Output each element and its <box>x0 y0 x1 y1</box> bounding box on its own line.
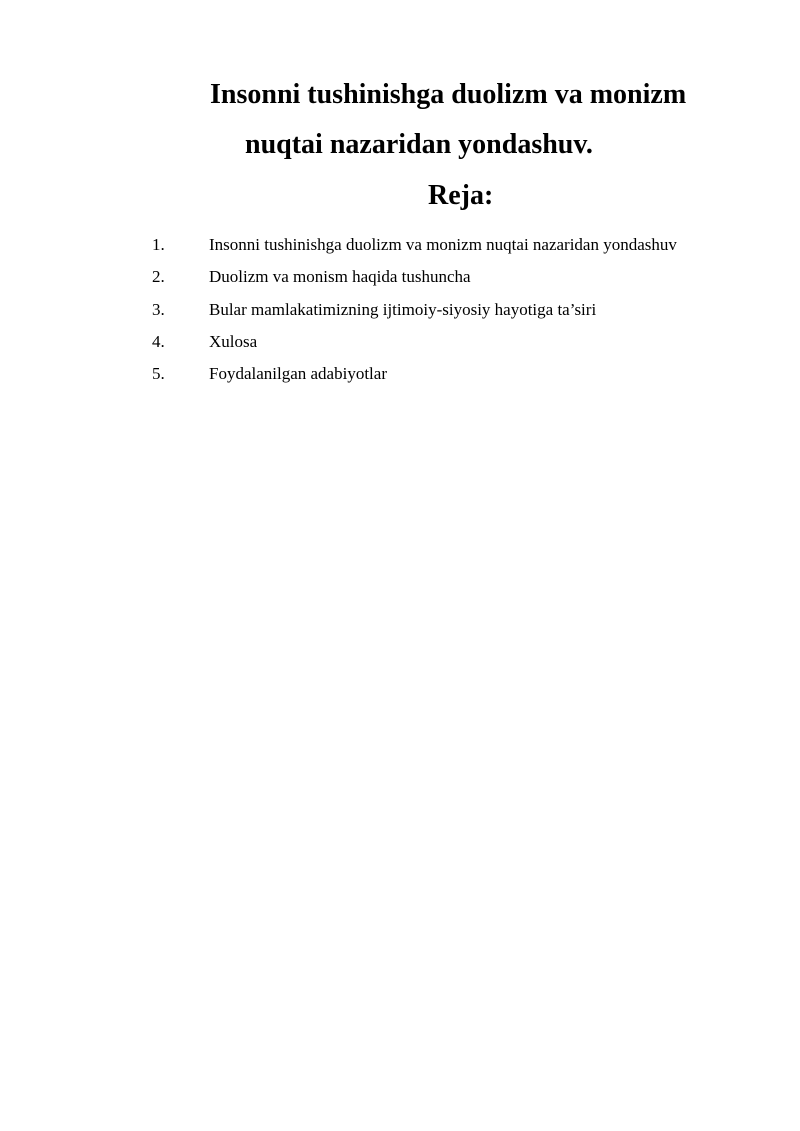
plan-item <box>152 261 677 293</box>
plan-item <box>152 229 677 261</box>
plan-item-number: 1. <box>152 235 165 255</box>
plan-item-text: Bular mamlakatimizning ijtimoiy-siyosiy hayotiga ta’siri <box>209 299 597 319</box>
plan-item-number: 5. <box>152 364 165 384</box>
plan-item <box>152 358 677 390</box>
plan-item <box>152 294 677 326</box>
plan-item-text: Xulosa <box>209 332 258 352</box>
plan-item-text: Duolizm va monism haqida tushuncha <box>209 267 471 287</box>
plan-item-number: 3. <box>152 299 165 319</box>
plan-heading: Reja: <box>428 180 494 211</box>
plan-item-text: Foydalanilgan adabiyotlar <box>209 364 387 384</box>
document-title-line-2: nuqtai nazaridan yondashuv. <box>245 129 593 160</box>
plan-item-number: 2. <box>152 267 165 287</box>
plan-list <box>152 229 677 390</box>
document-title-line-1: Insonni tushinishga duolizm va monizm <box>210 79 687 110</box>
plan-item-number: 4. <box>152 332 165 352</box>
plan-item <box>152 326 677 358</box>
plan-item-text: Insonni tushinishga duolizm va monizm nuqtai nazaridan yondashuv <box>209 235 677 255</box>
